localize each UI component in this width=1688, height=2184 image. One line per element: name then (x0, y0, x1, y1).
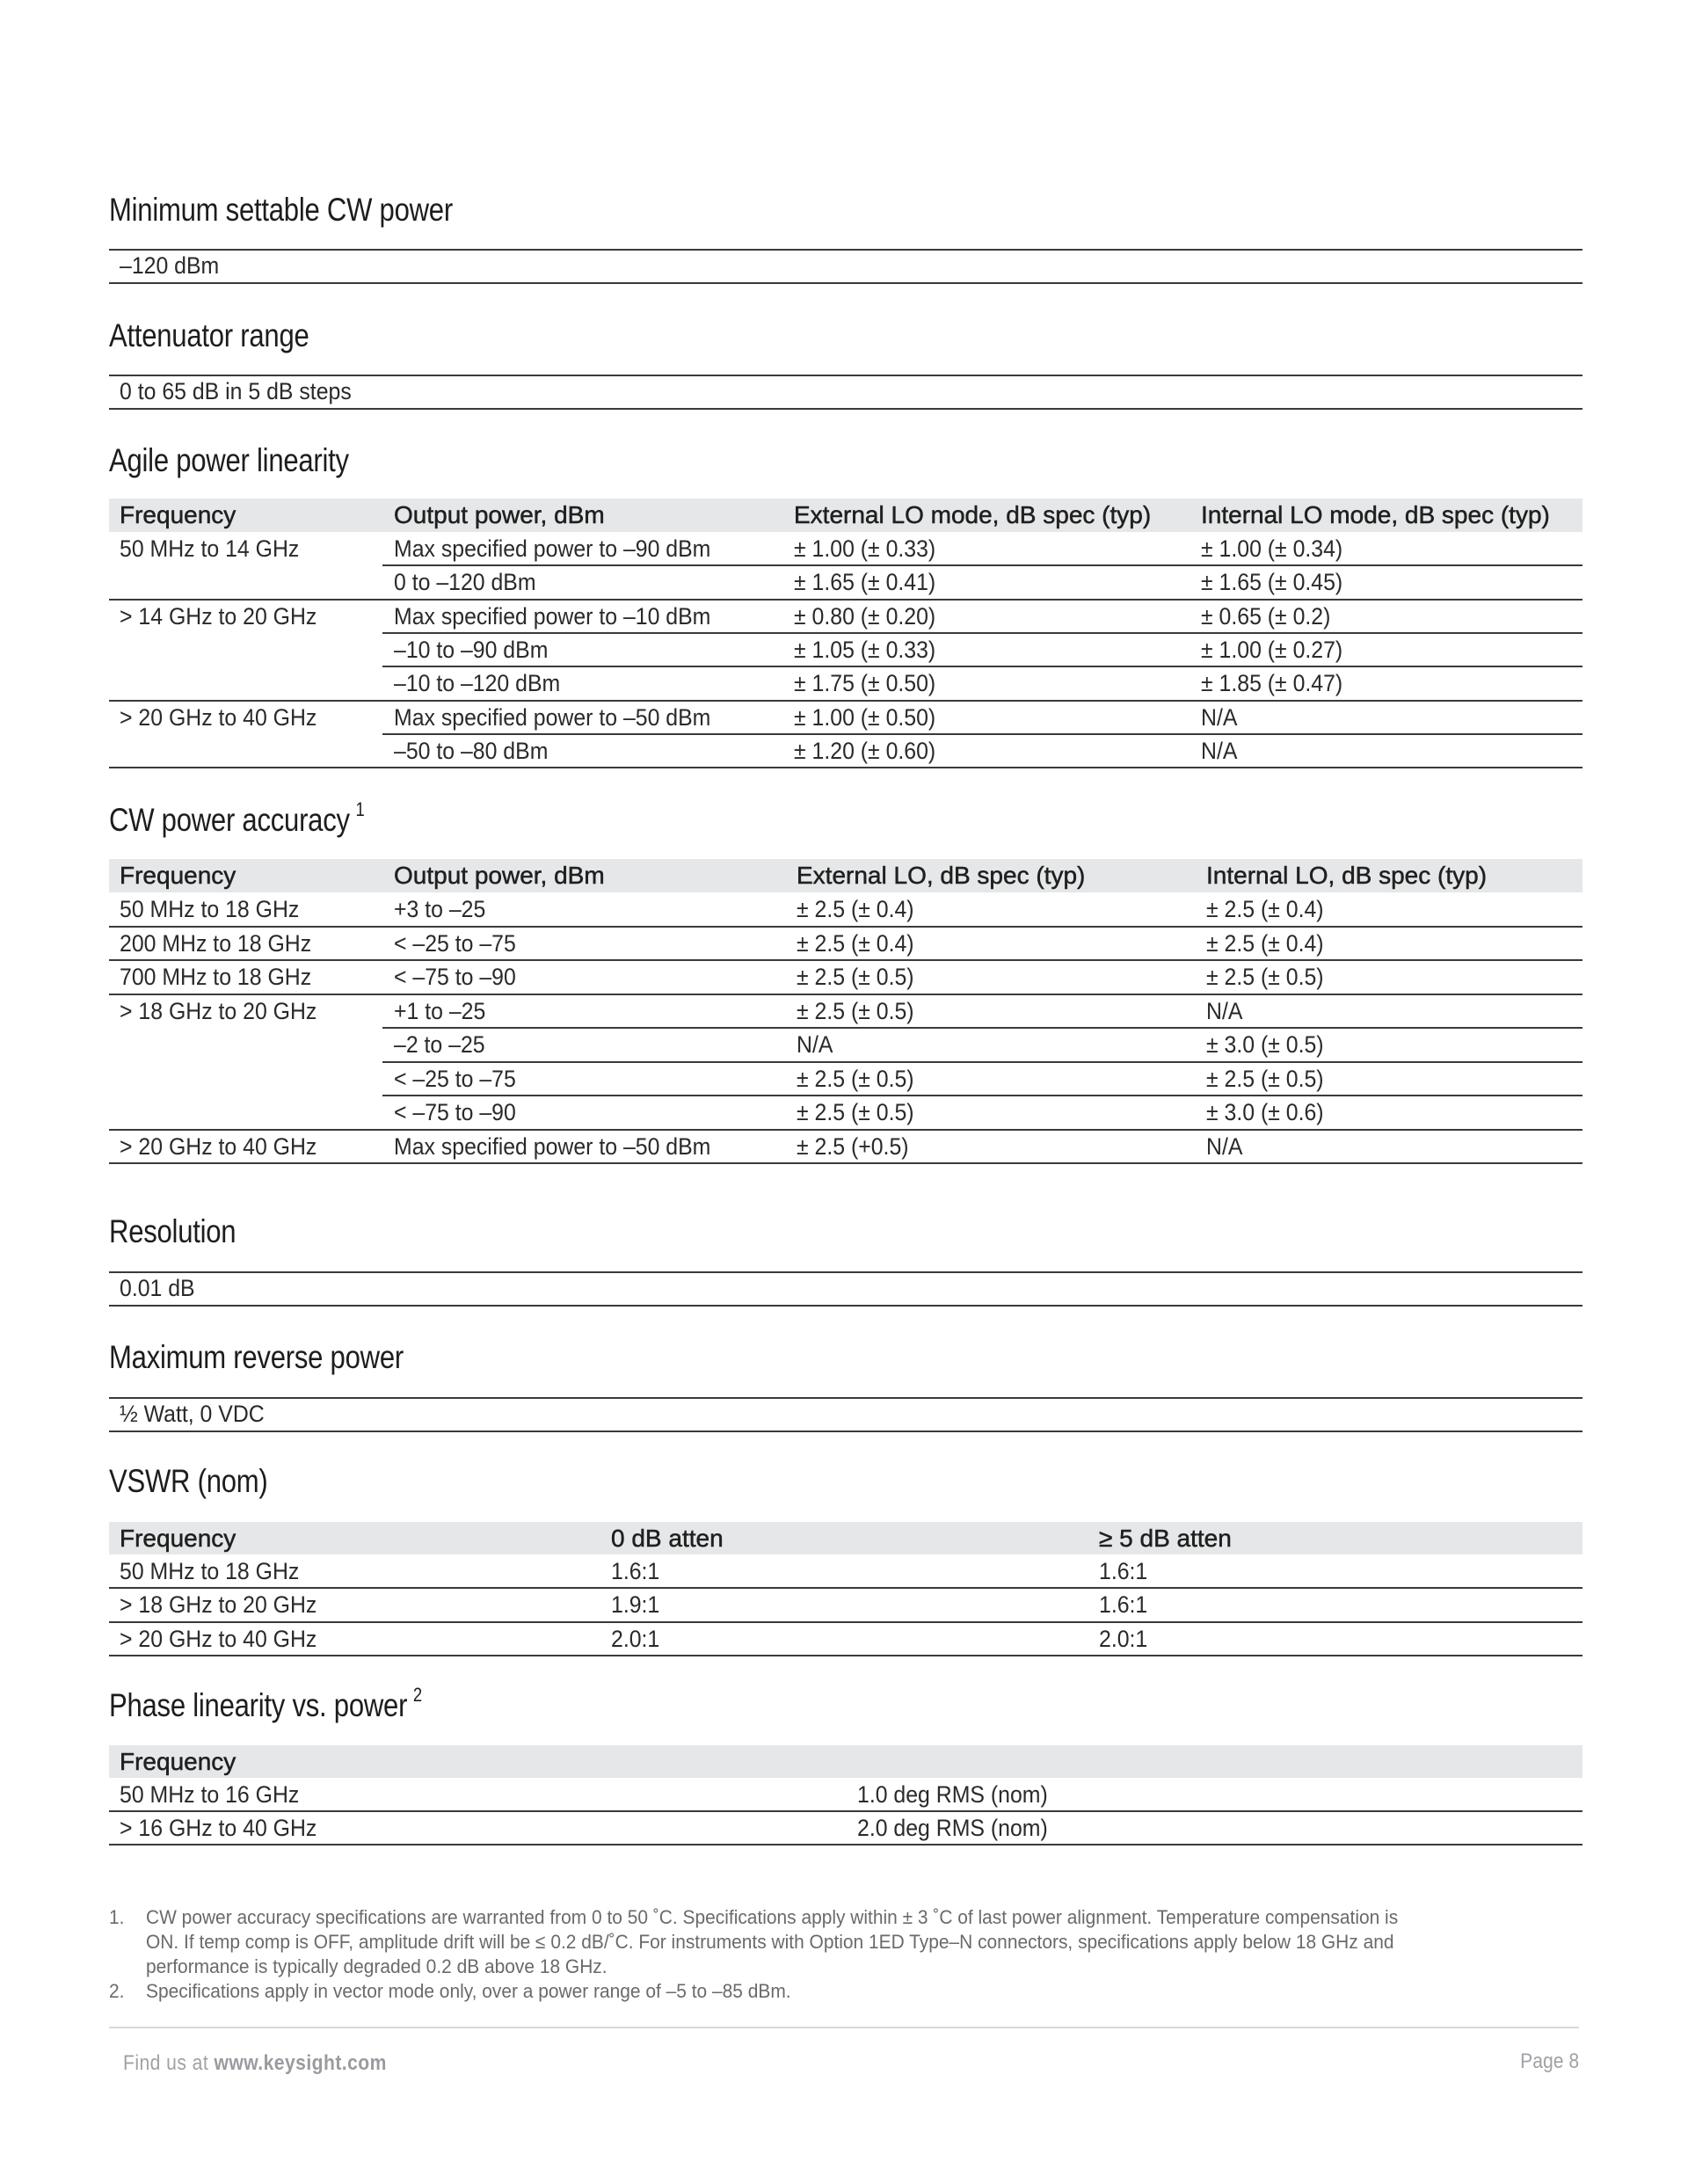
row-divider (382, 564, 1582, 566)
table-cell: ± 1.00 (± 0.27) (1201, 636, 1343, 663)
table-cell: > 18 GHz to 20 GHz (120, 1591, 317, 1619)
row-divider (109, 959, 1582, 961)
table-cell: ± 1.65 (± 0.41) (794, 569, 936, 596)
footnote-ref: 2 (412, 1684, 422, 1706)
table-cell: > 18 GHz to 20 GHz (120, 997, 317, 1024)
footnote-text: CW power accuracy specifications are warranted from 0 to 50 ˚C. Specifications apply within ± 3 ˚C of last power alignment. Temperature compensation is (146, 1906, 1399, 1928)
footnote-text: ON. If temp comp is OFF, amplitude drift will be ≤ 0.2 dB/˚C. For instruments with Option 1ED Type–N connectors, specifications apply below 18 GHz and (146, 1931, 1394, 1953)
table-cell: Max specified power to –50 dBm (394, 1132, 711, 1160)
table-cell: ± 2.5 (± 0.5) (797, 1099, 914, 1125)
table-cell: ± 0.80 (± 0.20) (794, 602, 936, 630)
row-divider (109, 1129, 1582, 1131)
title-text: Phase linearity vs. power (109, 1687, 408, 1723)
table-cell: N/A (797, 1031, 833, 1058)
table-cell: 700 MHz to 18 GHz (120, 964, 312, 990)
table-cell: +1 to –25 (394, 997, 486, 1024)
table-cell: 1.6:1 (1099, 1591, 1148, 1619)
table-header-cell: Output power, dBm (394, 862, 605, 889)
table-cell: > 16 GHz to 40 GHz (120, 1815, 317, 1841)
footer-url-link[interactable]: www.keysight.com (214, 2051, 387, 2075)
table-cell: ± 2.5 (± 0.5) (1206, 1065, 1324, 1092)
footnote-number: 2. (109, 1980, 125, 2002)
table-cell: ± 2.5 (± 0.4) (797, 929, 914, 957)
table-cell: 1.9:1 (611, 1591, 660, 1619)
attenuator-range-value: 0 to 65 dB in 5 dB steps (120, 378, 352, 404)
row-divider (109, 700, 1582, 702)
page-number: Page 8 (1520, 2049, 1579, 2073)
table-cell: ± 2.5 (± 0.5) (797, 997, 914, 1024)
row-divider (109, 1655, 1582, 1656)
table-header-cell: Output power, dBm (394, 501, 605, 528)
table-cell: < –75 to –90 (394, 1099, 516, 1125)
table-cell: Max specified power to –10 dBm (394, 602, 711, 630)
section-title-phase-linearity (109, 1684, 422, 1724)
table-cell: ± 1.00 (± 0.33) (794, 535, 936, 562)
table-cell: 50 MHz to 16 GHz (120, 1781, 300, 1808)
row-divider (109, 1621, 1582, 1623)
divider (109, 375, 1582, 376)
table-cell: ± 1.00 (± 0.50) (794, 703, 936, 731)
table-cell: 1.6:1 (611, 1558, 660, 1584)
table-cell: > 20 GHz to 40 GHz (120, 1625, 317, 1652)
row-divider (109, 599, 1582, 601)
table-cell: –10 to –90 dBm (394, 636, 549, 663)
table-cell: ± 2.5 (± 0.4) (797, 896, 914, 922)
divider (109, 1431, 1582, 1432)
max-reverse-power-value: ½ Watt, 0 VDC (120, 1401, 265, 1427)
table-header-cell: ≥ 5 dB atten (1099, 1525, 1232, 1552)
table-cell: 1.6:1 (1099, 1558, 1148, 1584)
divider (109, 249, 1582, 251)
table-cell: –10 to –120 dBm (394, 670, 561, 697)
row-divider (109, 1162, 1582, 1164)
footer-prefix: Find us at (123, 2051, 215, 2075)
table-cell: 2.0:1 (611, 1625, 660, 1652)
table-cell: ± 2.5 (+0.5) (797, 1132, 909, 1160)
footnote-text: Specifications apply in vector mode only, over a power range of –5 to –85 dBm. (146, 1980, 791, 2002)
footer-divider (109, 2027, 1579, 2028)
table-cell: ± 3.0 (± 0.5) (1206, 1031, 1324, 1058)
table-cell: ± 2.5 (± 0.5) (1206, 964, 1324, 990)
table-cell: < –75 to –90 (394, 964, 516, 990)
section-title-agile-power-linearity: Agile power linearity (109, 442, 349, 478)
section-title-min-cw-power: Minimum settable CW power (109, 192, 453, 228)
table-header-cell: Frequency (120, 862, 236, 889)
table-cell: N/A (1201, 737, 1238, 764)
row-divider (382, 1061, 1582, 1063)
table-cell: ± 1.85 (± 0.47) (1201, 670, 1343, 697)
min-cw-power-value: –120 dBm (120, 252, 220, 279)
table-cell: ± 0.65 (± 0.2) (1201, 602, 1331, 630)
table-cell: ± 2.5 (± 0.5) (797, 964, 914, 990)
table-cell: 1.0 deg RMS (nom) (857, 1781, 1048, 1808)
table-cell: > 14 GHz to 20 GHz (120, 602, 317, 630)
row-divider (109, 1587, 1582, 1589)
divider (109, 408, 1582, 410)
table-cell: 0 to –120 dBm (394, 569, 536, 596)
table-cell: ± 3.0 (± 0.6) (1206, 1099, 1324, 1125)
table-cell: 2.0 deg RMS (nom) (857, 1815, 1048, 1841)
table-cell: < –25 to –75 (394, 929, 516, 957)
divider (109, 1271, 1582, 1273)
footer-find-us (123, 2051, 387, 2076)
table-cell: ± 1.05 (± 0.33) (794, 636, 936, 663)
divider (109, 1397, 1582, 1399)
table-cell: N/A (1201, 703, 1238, 731)
table-header-row (109, 1522, 1582, 1554)
table-header-cell: Frequency (120, 1748, 236, 1775)
table-header-cell: Internal LO, dB spec (typ) (1206, 862, 1488, 889)
table-header-cell: 0 dB atten (611, 1525, 724, 1552)
table-cell: 50 MHz to 18 GHz (120, 1558, 300, 1584)
table-cell: ± 1.20 (± 0.60) (794, 737, 936, 764)
table-header-cell: Frequency (120, 501, 236, 528)
table-header-cell: External LO mode, dB spec (typ) (794, 501, 1152, 528)
section-title-max-reverse-power: Maximum reverse power (109, 1339, 404, 1375)
table-cell: –2 to –25 (394, 1031, 485, 1058)
table-cell: ± 1.00 (± 0.34) (1201, 535, 1343, 562)
divider (109, 282, 1582, 284)
table-cell: < –25 to –75 (394, 1065, 516, 1092)
title-text: CW power accuracy (109, 802, 350, 838)
table-cell: > 20 GHz to 40 GHz (120, 1132, 317, 1160)
table-cell: –50 to –80 dBm (394, 737, 549, 764)
table-cell: 200 MHz to 18 GHz (120, 929, 312, 957)
table-header-cell: Internal LO mode, dB spec (typ) (1201, 501, 1550, 528)
table-cell: Max specified power to –90 dBm (394, 535, 711, 562)
table-cell: +3 to –25 (394, 896, 486, 922)
footnote-number: 1. (109, 1906, 125, 1928)
table-cell: > 20 GHz to 40 GHz (120, 703, 317, 731)
table-cell: 50 MHz to 14 GHz (120, 535, 300, 562)
row-divider (109, 926, 1582, 928)
table-cell: ± 2.5 (± 0.4) (1206, 929, 1324, 957)
row-divider (109, 1844, 1582, 1845)
table-cell: ± 1.75 (± 0.50) (794, 670, 936, 697)
resolution-value: 0.01 dB (120, 1275, 195, 1301)
table-cell: N/A (1206, 1132, 1243, 1160)
row-divider (382, 632, 1582, 634)
table-cell: Max specified power to –50 dBm (394, 703, 711, 731)
row-divider (382, 733, 1582, 735)
section-title-resolution: Resolution (109, 1213, 236, 1249)
row-divider (109, 767, 1582, 768)
table-cell: 50 MHz to 18 GHz (120, 896, 300, 922)
table-header-row (109, 1745, 1582, 1778)
row-divider (382, 1095, 1582, 1096)
footnote-text: performance is typically degraded 0.2 dB above 18 GHz. (146, 1955, 608, 1977)
table-cell: ± 1.65 (± 0.45) (1201, 569, 1343, 596)
section-title-attenuator-range: Attenuator range (109, 317, 309, 353)
section-title-cw-power-accuracy (109, 798, 365, 839)
divider (109, 1305, 1582, 1307)
row-divider (109, 1810, 1582, 1812)
section-title-vswr: VSWR (nom) (109, 1463, 268, 1499)
table-cell: N/A (1206, 997, 1243, 1024)
table-cell: ± 2.5 (± 0.5) (797, 1065, 914, 1092)
table-header-cell: External LO, dB spec (typ) (797, 862, 1086, 889)
row-divider (109, 994, 1582, 995)
table-cell: 2.0:1 (1099, 1625, 1148, 1652)
row-divider (382, 1027, 1582, 1029)
footnote-ref: 1 (355, 798, 365, 820)
table-cell: ± 2.5 (± 0.4) (1206, 896, 1324, 922)
row-divider (382, 666, 1582, 667)
table-header-cell: Frequency (120, 1525, 236, 1552)
